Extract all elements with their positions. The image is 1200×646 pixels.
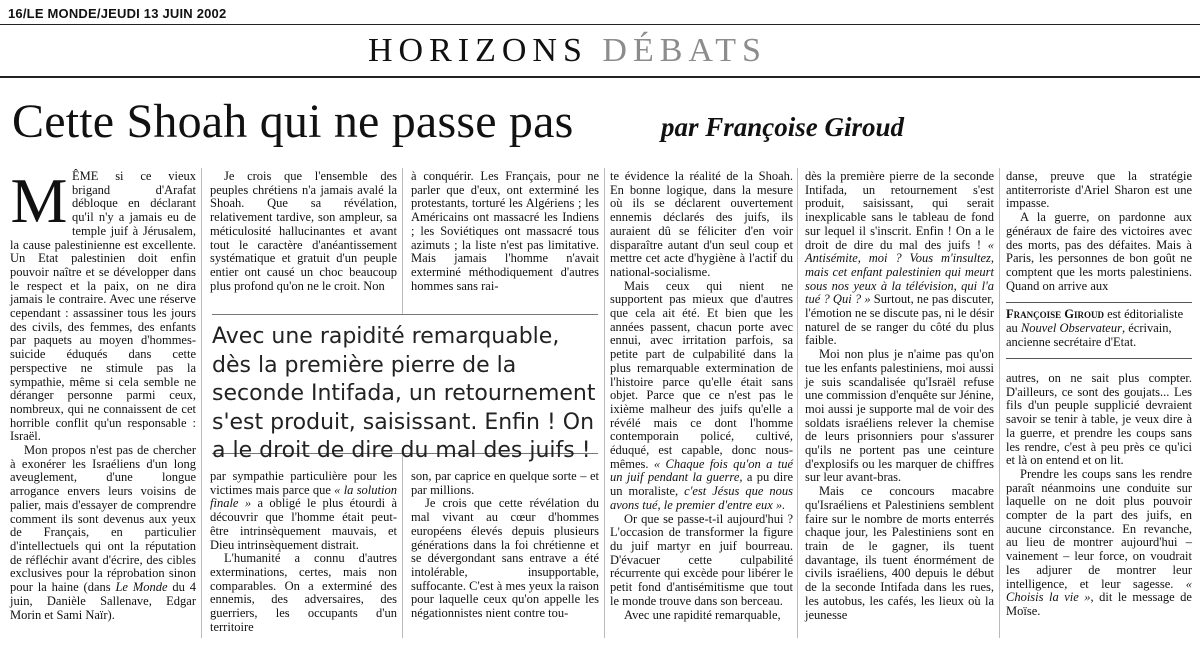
- column-paragraph: Je crois que l'ensemble des peuples chrétiens n'a jamais avalé la Shoah. Que sa révélation, relativement tardive, son ampleur, sa méticulosité hallucinantes et avant tout le caractère d'anéantissement systématique et gratuit d'un peuple entier ont causé un choc beaucoup plus profond qu'on ne le croit. Non: [210, 169, 397, 293]
- column-paragraph: à conquérir. Les Français, pour ne parler que d'eux, ont exterminé les protestants, torturé les Algériens ; les Américains ont massacré les Indiens ; les Soviétiques ont massacré tous azimuts ; la liste n'est pas limitative. Mais jamais l'homme n'avait exterminé méthodiquement d'autres hommes sans rai-: [411, 169, 599, 293]
- section-word-horizons: HORIZONS: [368, 32, 588, 69]
- paragraph-text: ÊME si ce vieux brigand d'Arafat débloque en déclarant qu'il n'y a jamais eu de temple juif à Jérusalem, la cause palestinienne est excellente. Un Etat palestinien doit enfin pouvoir naître et se développer dans le respect et la paix, on ne dira jamais le contraire. Avec une réserve cependant : assassiner tous les jours des civils, des femmes, des enfants par paquets au moyen d'hommes-suicide éduqués dans cette perspective ne stimule pas la sympathie, même si cela semble ne déranger personne parmi ceux, nombreux, qui ne connaissent de cet horrible conflit qu'un responsable : Israël.: [10, 169, 196, 444]
- article-headline: Cette Shoah qui ne passe pas: [12, 95, 574, 148]
- paragraph-text: , dit le message de Moïse.: [1006, 590, 1192, 618]
- paragraph-text: a pu dire un moraliste,: [610, 470, 793, 499]
- column-paragraph: [805, 170, 994, 348]
- paragraph-text: Prendre les coups sans les rendre paraît néanmoins une conduite sur laquelle on ne doit plus pouvoir compter de la part des juifs, en aucune circonstance. En revanche, au lieu de montrer aujourd'hui – vainement – leur force, on voudrait les adjurer de montrer leur intelligence, et leur sagesse.: [1006, 466, 1192, 591]
- pull-quote: [212, 314, 598, 463]
- page-folio: 16/LE MONDE/JEUDI 13 JUIN 2002: [8, 6, 227, 21]
- column-paragraph: Je crois que cette révélation du mal vivant au cœur d'hommes européens élevés depuis plusieurs générations dans la foi chrétienne et se dévergondant sans entrave a été intolérable, insupportable, suffocante. C'est à mes yeux la raison pour laquelle ceux qu'on appelle les négationnistes nient contre tou-: [411, 496, 599, 621]
- bio-text: , écrivain, ancienne secrétaire d'Etat.: [1006, 321, 1172, 349]
- column-divider: [797, 168, 798, 638]
- section-title: [368, 32, 767, 70]
- column-paragraph: te évidence la réalité de la Shoah. En bonne logique, dans la mesure où ils se déclarent ouvertement ennemis déclarés des juifs, ils auraient dû se féliciter d'en voir disparaître autant d'un seul coup et mettre cet acte d'hygiène à l'actif du national-socialisme.: [610, 169, 793, 279]
- section-word-debats: DÉBATS: [602, 32, 767, 69]
- column-4: [610, 170, 793, 622]
- paragraph-text: a obligé le plus étourdi à découvrir que l'homme était peut-être intrinsèquement mauvais, et Dieu intrinsèquement distrait.: [210, 496, 398, 552]
- column-paragraph: danse, preuve que la stratégie antiterroriste d'Ariel Sharon est une impasse.: [1006, 169, 1192, 211]
- paragraph-text: Mais ceux qui nient ne supportent pas mieux que d'autres que cela ait été. Et bien que les années passent, chacun porte avec ennui, avec irritation parfois, sa petite part de culpabilité dans la plus remarquable extermination de l'histoire parce qu'elle était sans objet. Parce que ce n'est pas le ixième malheur des juifs qu'elle a révélé mais ce dont l'homme contemporain policé, cultivé, éduqué, est capable, donc nous-mêmes.: [610, 278, 793, 471]
- column-paragraph: [210, 470, 397, 552]
- column-paragraph: [10, 165, 196, 444]
- column-6-bottom: [1006, 372, 1192, 619]
- column-6-top: [1006, 170, 1192, 293]
- paragraph-text: Mon propos n'est pas de chercher à exonérer les Israéliens d'un long aveuglement, d'une longue arrogance envers leurs voisins de palier, mais d'essayer de comprendre comment ils sont devenus aux yeux de Français, en particulier d'intellectuels qui ont la réputation de réfléchir avant d'écrire, des cibles exclusives pour la réprobation sinon pour la haine (dans: [10, 443, 196, 595]
- paragraph-text: dès la première pierre de la seconde Intifada, un retournement s'est produit, saisissant, qui serait inexplicable sans le tableau de fond sur lequel il s'inscrit. Enfin ! On a le droit de dire du mal des juifs !: [805, 169, 994, 252]
- column-divider: [201, 168, 202, 638]
- dropcap-space: [10, 165, 72, 236]
- column-paragraph: Or que se passe-t-il aujourd'hui ? L'occasion de transformer la figure du juif martyr en juif bourreau. D'évacuer cette culpabilité récurrente qui excède pour libérer le petit fond d'antisémitisme que tout le monde trouve dans son berceau.: [610, 511, 793, 608]
- drop-cap: M: [10, 165, 68, 236]
- column-paragraph: [1006, 468, 1192, 619]
- paragraph-italic: « Antisémite, moi ? Vous m'insultez, mais cet enfant palestinien qui meurt sous nos yeux à la télévision, qui l'a tué ? Qui ? »: [805, 237, 994, 307]
- column-paragraph: Mais ce concours macabre qu'Israéliens et Palestiniens semblent faire sur le nombre de morts enterrés chaque jour, les Palestiniens sont en train de le gagner, ils tuent davantage, ils tuent énormément de civils israéliens, 400 depuis le début de la seconde Intifada dans les rues, les autobus, les cafés, les lieux où la jeunesse: [805, 484, 994, 622]
- column-2-top: [210, 170, 397, 293]
- bio-rule: [1006, 302, 1192, 303]
- column-2-bottom: [210, 470, 397, 634]
- column-paragraph: [610, 280, 793, 513]
- paragraph-text: Surtout, ne pas discuter, l'émotion ne se discute pas, ni le désir naturel de se ranger du côté du plus faible.: [805, 292, 995, 348]
- paragraph-italic: c'est Jésus que nous avons tué, le premier d'entre eux ».: [610, 484, 793, 512]
- pull-quote-text: Avec une rapidité remarquable, dès la première pierre de la seconde Intifada, un retournement s'est produit, saisissant. Enfin ! On a le droit de dire du mal des juifs !: [212, 324, 596, 463]
- column-3-bottom: [411, 470, 599, 621]
- bio-rule: [1006, 358, 1192, 359]
- column-paragraph: autres, on ne sait plus compter. D'ailleurs, ce sont des goujats... Les fils d'un peuple supplicié devraient savoir se tenir à table, je veux dire à la guerre, et prendre les coups sans les rendre, c'est à peu près ce qu'ici et là on entend et on lit.: [1006, 371, 1192, 468]
- column-divider: [999, 168, 1000, 638]
- column-paragraph: A la guerre, on pardonne aux généraux de faire des victoires avec des morts, pas des défaites. Mais à Paris, les personnes de bon goût ne comptent que les morts palestiniens. Quand on arrive aux: [1006, 210, 1192, 293]
- column-divider: [604, 168, 605, 638]
- paragraph-text: par sympathie particulière pour les victimes mais parce que: [210, 469, 397, 497]
- column-3-top: [411, 170, 599, 293]
- article-byline: par Françoise Giroud: [661, 112, 905, 142]
- section-rule: [0, 76, 1200, 78]
- column-paragraph: son, par caprice en quelque sorte – et par millions.: [411, 469, 599, 497]
- column-paragraph: Moi non plus je n'aime pas qu'on tue les enfants palestiniens, moi aussi je suis scandalisée qu'Israël refuse une commission d'enquête sur Jénine, moi aussi je supporte mal de voir des soldats israéliens relever la chemise de leurs prisonniers pour s'assurer qu'ils ne portent pas une ceinture d'explosifs ou les marquer de chiffres sur leur avant-bras.: [805, 347, 994, 485]
- paragraph-italic: « Chaque fois qu'on a tué un juif pendant la guerre,: [610, 456, 793, 485]
- author-name: Françoise Giroud: [1006, 307, 1104, 321]
- column-5: [805, 170, 994, 622]
- column-paragraph: L'humanité a connu d'autres exterminations, certes, mais non comparables. On a exterminé des ennemis, des adversaires, des guerriers, les occupants d'un territoire: [210, 551, 397, 634]
- column-1: [10, 165, 196, 622]
- paragraph-italic: Le Monde: [115, 580, 168, 595]
- bio-publication: Nouvel Observateur: [1020, 321, 1122, 335]
- paragraph-italic: « Choisis la vie »: [1006, 576, 1192, 605]
- author-bio: [1006, 307, 1192, 349]
- column-paragraph: Avec une rapidité remarquable,: [624, 607, 781, 622]
- bio-text: est éditorialiste au: [1006, 307, 1184, 335]
- paragraph-text: du 4 juin, Danièle Sallenave, Edgar Morin et Sami Naïr).: [10, 580, 196, 622]
- paragraph-italic: « la solution finale »: [210, 482, 397, 511]
- top-rule: [0, 24, 1200, 25]
- column-paragraph: [10, 444, 196, 622]
